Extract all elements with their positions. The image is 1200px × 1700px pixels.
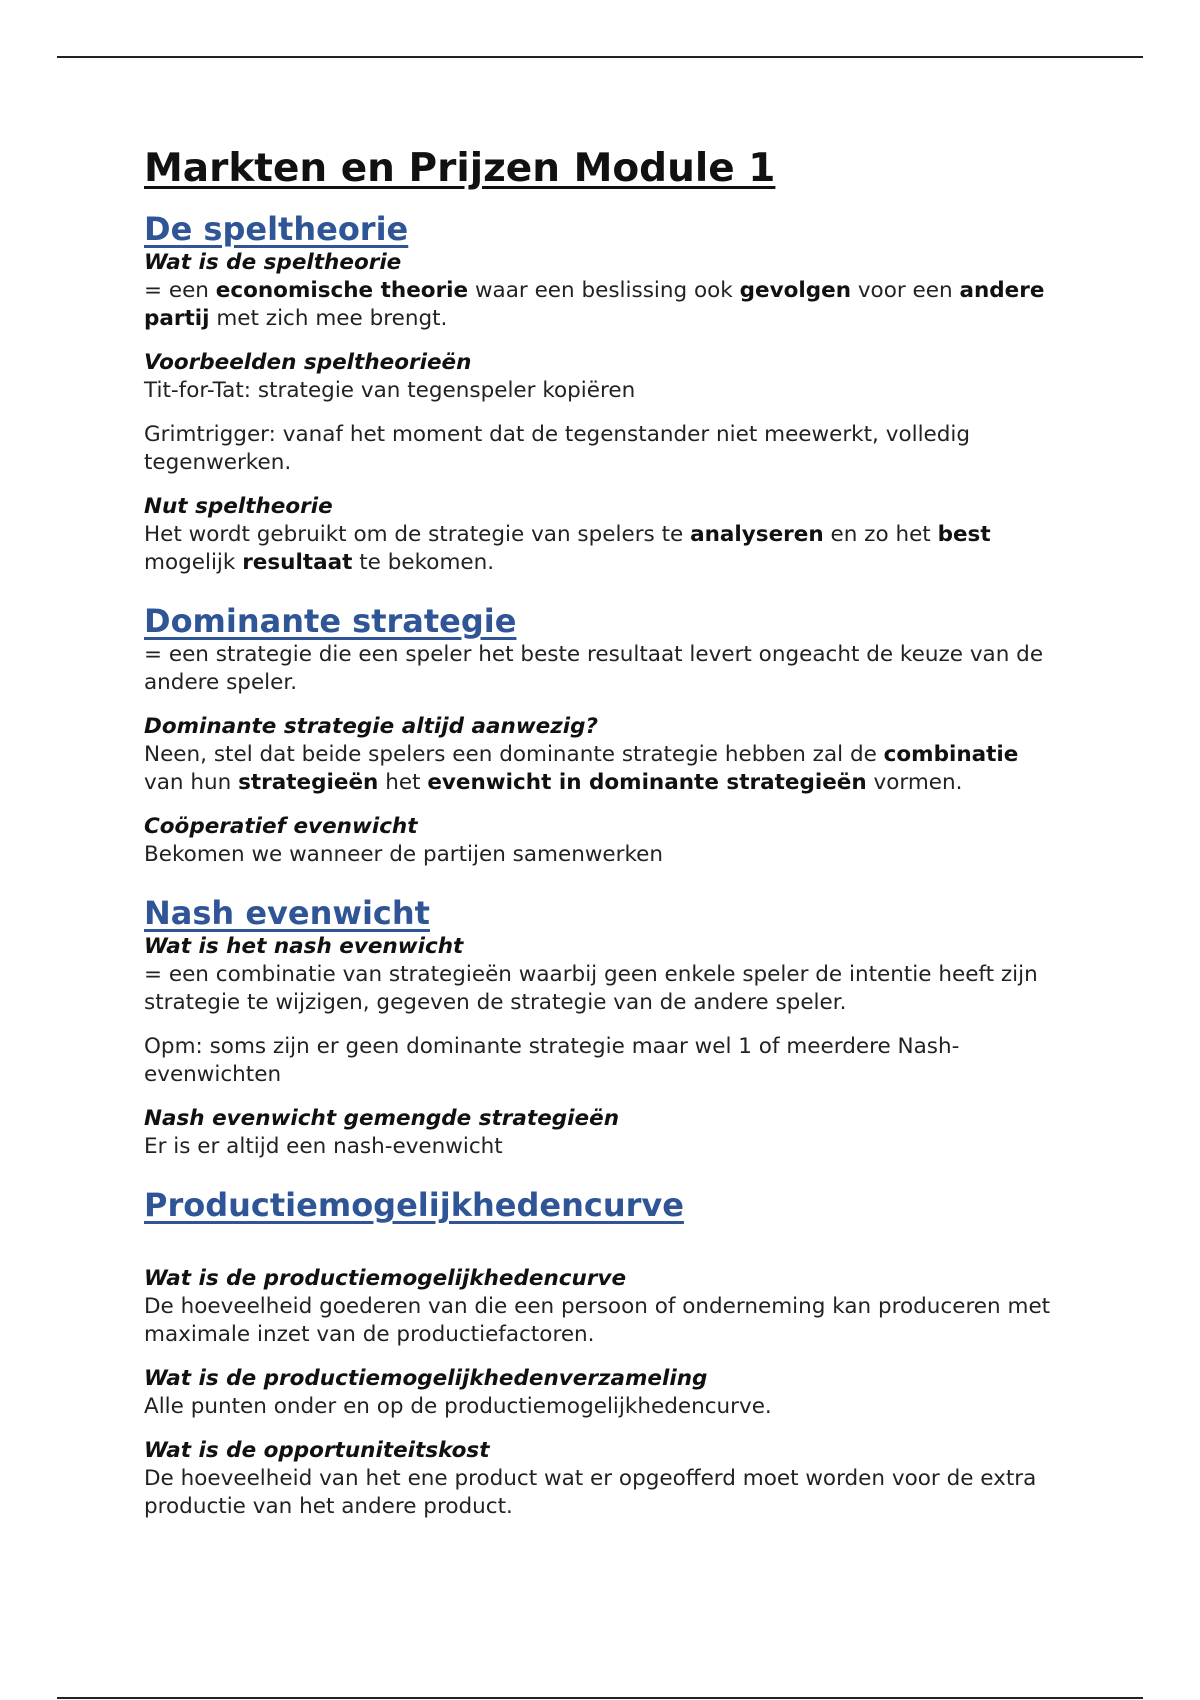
- document-title: Markten en Prijzen Module 1: [144, 146, 776, 191]
- answer-cooperatief: Bekomen we wanneer de partijen samenwerken: [144, 842, 664, 867]
- block-cooperatief: [144, 813, 1064, 869]
- heading-productiemogelijkhedencurve: Productiemogelijkhedencurve: [144, 1186, 684, 1224]
- block-altijd-aanwezig: [144, 713, 1064, 797]
- answer-altijd-aanwezig: Neen, stel dat beide spelers een dominante strategie hebben zal de combinatie van hun strategieën het evenwicht in dominante strategieën vormen.: [144, 742, 1019, 795]
- heading-nash-evenwicht: Nash evenwicht: [144, 894, 430, 932]
- block-voorbeelden: [144, 349, 1064, 405]
- answer-verzameling: Alle punten onder en op de productiemogelijkhedencurve.: [144, 1394, 772, 1419]
- answer-nut: Het wordt gebruikt om de strategie van spelers te analyseren en zo het best mogelijk resultaat te bekomen.: [144, 522, 991, 575]
- question-wat-is-speltheorie: Wat is de speltheorie: [144, 250, 402, 275]
- question-verzameling: Wat is de productiemogelijkhedenverzameling: [144, 1366, 708, 1391]
- answer-tit-for-tat: Tit-for-Tat: strategie van tegenspeler kopiëren: [144, 378, 636, 403]
- question-wat-is-nash: Wat is het nash evenwicht: [144, 934, 464, 959]
- block-verzameling: [144, 1365, 1064, 1421]
- question-opportuniteitskost: Wat is de opportuniteitskost: [144, 1438, 490, 1463]
- answer-opportuniteitskost: De hoeveelheid van het ene product wat er opgeofferd moet worden voor de extra productie van het andere product.: [144, 1466, 1037, 1519]
- heading-speltheorie: De speltheorie: [144, 210, 409, 248]
- top-rule: [57, 56, 1143, 58]
- block-opportuniteitskost: [144, 1437, 1064, 1521]
- question-wat-is-curve: Wat is de productiemogelijkhedencurve: [144, 1266, 627, 1291]
- document-body: [144, 145, 1064, 1521]
- answer-wat-is-speltheorie: = een economische theorie waar een beslissing ook gevolgen voor een andere partij met zich mee brengt.: [144, 278, 1045, 331]
- answer-gemengde: Er is er altijd een nash-evenwicht: [144, 1134, 503, 1159]
- block-gemengde: [144, 1105, 1064, 1161]
- question-voorbeelden: Voorbeelden speltheorieën: [144, 350, 472, 375]
- answer-wat-is-curve: De hoeveelheid goederen van die een persoon of onderneming kan produceren met maximale inzet van de productiefactoren.: [144, 1294, 1051, 1347]
- question-cooperatief: Coöperatief evenwicht: [144, 814, 418, 839]
- bottom-rule: [57, 1697, 1143, 1699]
- question-gemengde: Nash evenwicht gemengde strategieën: [144, 1106, 620, 1131]
- answer-wat-is-nash: = een combinatie van strategieën waarbij geen enkele speler de intentie heeft zijn strategie te wijzigen, gegeven de strategie van de andere speler.: [144, 962, 1038, 1015]
- answer-grimtrigger: Grimtrigger: vanaf het moment dat de tegenstander niet meewerkt, volledig tegenwerken.: [144, 422, 971, 475]
- answer-opm: Opm: soms zijn er geen dominante strategie maar wel 1 of meerdere Nash-evenwichten: [144, 1034, 960, 1087]
- block-nut: [144, 493, 1064, 577]
- question-nut: Nut speltheorie: [144, 494, 333, 519]
- block-wat-is-speltheorie: [144, 249, 1064, 333]
- block-wat-is-nash: [144, 933, 1064, 1017]
- question-altijd-aanwezig: Dominante strategie altijd aanwezig?: [144, 714, 599, 739]
- block-wat-is-curve: [144, 1265, 1064, 1349]
- answer-dominante-definitie: = een strategie die een speler het beste resultaat levert ongeacht de keuze van de andere speler.: [144, 642, 1044, 695]
- heading-dominante-strategie: Dominante strategie: [144, 602, 517, 640]
